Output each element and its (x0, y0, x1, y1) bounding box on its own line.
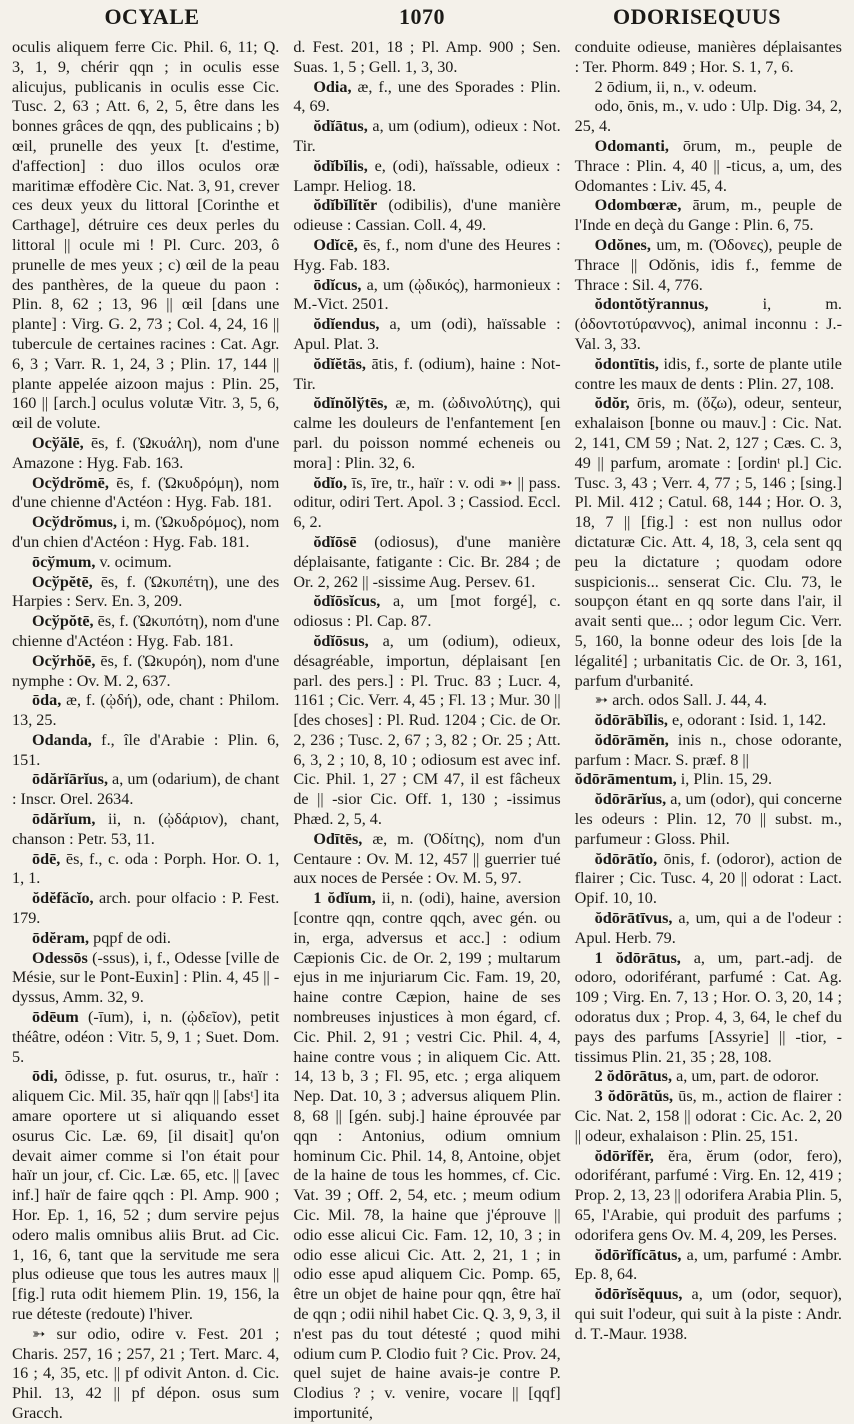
entry-definition: ēs, f. (Ὠκυρόη), nom d'une nymphe : Ov. M. 2, 637. (12, 651, 280, 690)
entry-headword: ōdĕram, (32, 928, 90, 947)
entry-definition: ēs, f. (Ὠκυπέτη), une des Harpies : Serv. En. 3, 209. (12, 572, 280, 611)
entry-headword: ōdărĭārĭus, (32, 770, 108, 789)
dictionary-entry (12, 770, 279, 810)
dictionary-entry (575, 38, 842, 78)
dictionary-entry (575, 1246, 842, 1286)
entry-headword: ŏdontītis, (594, 354, 659, 373)
dictionary-entry (12, 553, 279, 573)
entry-definition: inis n., chose odorante, parfum : Macr. S. præf. 8 || (574, 730, 842, 769)
entry-headword: ŏdĭo, (313, 473, 348, 492)
entry-definition: ➳ arch. odos Sall. J. 44, 4. (594, 691, 767, 710)
entry-definition: a, um (odor, sequor), qui suit l'odeur, qui suit à la piste : Andr. d. T.-Maur. 1938. (574, 1285, 842, 1343)
entry-headword: ŏdĭĕtās, (313, 354, 366, 373)
dictionary-entry (575, 949, 842, 1068)
entry-definition: ēs, f. (Ὠκυδρόμη), nom d'une chienne d'Actéon : Hyg. Fab. 181. (12, 473, 280, 512)
entry-definition: i, m. (ὀδοντοτύραννος), animal inconnu : J.-Val. 3, 33. (574, 295, 842, 353)
dictionary-entry (293, 474, 560, 533)
entry-definition: ii, n. (ᾠδάριον), chant, chanson : Petr. 53, 11. (12, 810, 280, 848)
dictionary-entry (12, 850, 279, 890)
entry-definition: a, um (odi), haïssable : Apul. Plat. 3. (293, 315, 561, 353)
entry-definition: e, (odi), haïssable, odieux : Lampr. Heliog. 18. (293, 156, 561, 195)
entry-headword: Odĭcē, (313, 235, 358, 254)
entry-headword: Ocўrhŏē, (32, 651, 96, 670)
entry-definition: i, Plin. 15, 29. (676, 770, 773, 789)
dictionary-entry (575, 770, 842, 790)
entry-definition: a, um, part. de odoror. (672, 1067, 820, 1086)
page-number: 1070 (399, 4, 445, 29)
text-columns (12, 38, 842, 1422)
entry-definition: īs, īre, tr., haïr : v. odi ➳ || pass. oditur, odiri Tert. Apol. 3 ; Cassiod. Eccl. 6, 2. (293, 473, 561, 532)
dictionary-entry (12, 889, 279, 929)
entry-headword: ŏdōrābĭlis, (594, 711, 668, 730)
dictionary-entry (575, 97, 842, 137)
entry-headword: 1 ŏdōrātus, (594, 948, 681, 967)
dictionary-entry (293, 38, 560, 78)
dictionary-entry (12, 1325, 279, 1424)
entry-definition: d. Fest. 201, 18 ; Pl. Amp. 900 ; Sen. Suas. 1, 5 ; Gell. 1, 3, 30. (293, 38, 561, 76)
entry-headword: ŏdōrāmĕn, (594, 730, 669, 749)
entry-headword: ŏdĕfăcĭo, (32, 889, 94, 908)
entry-definition: ➳ sur odio, odire v. Fest. 201 ; Charis. 257, 16 ; 257, 21 ; Tert. Marc. 4, 16 ; 4, 35, etc. || pf odivit Anton. d. Cic. Phil. 13, 42 || pf dépon. osus sum Gracch. (12, 1324, 280, 1422)
entry-headword: Ocўpĕtē, (32, 572, 93, 591)
dictionary-entry (12, 652, 279, 692)
dictionary-entry (575, 295, 842, 354)
entry-definition: a, um, qui a de l'odeur : Apul. Herb. 79. (574, 909, 842, 947)
entry-headword: ōdărĭum, (32, 810, 96, 829)
dictionary-entry (293, 592, 560, 632)
entry-headword: Odītēs, (313, 829, 363, 848)
dictionary-entry (575, 236, 842, 295)
entry-headword: ŏdĭōsē (313, 532, 357, 551)
dictionary-entry (293, 394, 560, 473)
entry-headword: Odanda, (32, 730, 92, 749)
entry-headword: ōdi, (32, 1067, 58, 1086)
dictionary-entry (575, 711, 842, 731)
entry-definition: (-īum), i, n. (ᾠδεῖον), petit théâtre, odéon : Vitr. 5, 9, 1 ; Suet. Dom. 5. (12, 1008, 280, 1066)
entry-definition: a, um (ᾠδικός), harmonieux : M.-Vict. 2501. (293, 275, 561, 314)
entry-definition: a, um (odium), odieux : Not. Tir. (293, 117, 561, 155)
entry-headword: ŏdōrĭfĭcātus, (594, 1245, 682, 1264)
entry-definition: a, um, parfumé : Ambr. Ep. 8, 64. (574, 1245, 842, 1284)
entry-headword: ōdēum (32, 1008, 79, 1027)
entry-headword: ŏdĭbĭlĭtĕr (313, 196, 378, 215)
entry-headword: ŏdĭbĭlis, (313, 156, 368, 175)
entry-definition: ii, n. (odi), haine, aversion [contre qqn, contre qqch, avec gén. ou in, erga, adversus et acc.] : odium Cæpionis Cic. de Or. 2, 199 ; multarum ejus in me injuriarum Cic. Fam. 19, 20, haine contre Cæpion, haine de ses nombreuses injustices à mon égard, cf. Cic. Phil. 2, 91 ; vestri Cic. Phil. 4, 4, haine contre vous ; in aliquem Cic. Att. 14, 13 b, 3 ; Fl. 95, etc. ; erga aliquem Nep. Dat. 10, 3 ; adversus aliquem Plin. 8, 68 || [gén. subj.] haine éprouvée par qqn : Antonius, odium omnium hominum Cic. Phil. 14, 8, Antoine, objet de la haine de tous les hommes, cf. Cic. Vat. 39 ; Off. 2, 54, etc. ; meum odium Cic. Mil. 78, la haine que j'éprouve || odio esse alicui Cic. Fam. 12, 10, 3 ; in odio esse alicui Cic. Att. 2, 21, 1 ; in odio esse apud aliquem Cic. Pomp. 65, être un objet de haine pour qqn, être haï de qqn ; odii nihil habet Cic. Q. 3, 9, 3, il n'est pas du tout détesté ; quod mihi odium cum P. Clodio fuit ? Cic. Prov. 24, quel sujet de haine avais-je contre P. Clodius ? ; v. venire, vocare || [qqf] importunité, (293, 889, 561, 1422)
entry-definition: æ, f., une des Sporades : Plin. 4, 69. (293, 77, 561, 116)
entry-headword: ŏdĭnŏlўtēs, (313, 394, 388, 413)
entry-headword: ŏdōrĭfĕr, (594, 1146, 654, 1165)
entry-definition: æ, f. (ᾠδή), ode, chant : Philom. 13, 25. (12, 691, 280, 730)
dictionary-entry (12, 691, 279, 731)
dictionary-entry (575, 1147, 842, 1246)
entry-definition: i, m. (Ὠκυδρόμος), nom d'un chien d'Actéon : Hyg. Fab. 181. (12, 513, 280, 551)
entry-headword: ŏdĭendus, (313, 315, 380, 334)
entry-headword: ōda, (32, 691, 62, 710)
entry-definition: ōnis, f. (odoror), action de flairer ; Cic. Tusc. 4, 20 || odorat : Lact. Opif. 10, 10. (574, 849, 842, 908)
dictionary-entry (12, 513, 279, 553)
entry-headword: Ocўălē, (32, 433, 84, 452)
dictionary-entry (575, 196, 842, 236)
dictionary-entry (575, 790, 842, 849)
dictionary-entry (12, 434, 279, 474)
entry-definition: a, um, part.-adj. de odoro, odoriférant, parfumé : Cat. Ag. 109 ; Virg. En. 7, 13 ; Hor. O. 3, 20, 14 ; odoratus dux ; Prop. 4, 3, 64, le chef du pays des parfums [Assyrie] || -tior, -tissimus Plin. 21, 35 ; 28, 108. (574, 948, 842, 1066)
column-right (575, 38, 842, 1350)
dictionary-entry (12, 38, 279, 434)
dictionary-entry (293, 157, 560, 197)
entry-headword: Odŏnes, (594, 235, 651, 254)
entry-headword: ŏdĭōsus, (313, 631, 369, 650)
dictionary-entry (293, 196, 560, 236)
running-header (12, 4, 842, 38)
entry-headword: 3 ŏdōrātŭs, (594, 1087, 674, 1106)
entry-definition: conduite odieuse, manières déplaisantes : Ter. Phorm. 849 ; Hor. S. 1, 7, 6. (574, 38, 842, 76)
entry-headword: ŏdōrāmentum, (574, 770, 677, 789)
entry-headword: ŏdōrātīvus, (594, 909, 673, 928)
entry-definition: ātis, f. (odium), haine : Not-Tir. (293, 354, 561, 393)
entry-headword: ōcўmum, (32, 552, 96, 571)
entry-definition: æ, m. (Ὀδίτης), nom d'un Centaure : Ov. M. 12, 457 || guerrier tué aux noces de Persée : Ov. M. 5, 97. (293, 829, 561, 888)
dictionary-entry (293, 889, 560, 1424)
entry-headword: ŏdōrĭsĕquus, (594, 1285, 683, 1304)
header-first-entry: OCYALE (104, 4, 200, 29)
entry-definition: ĕra, ĕrum (odor, fero), odoriférant, parfumé : Virg. En. 12, 419 ; Prop. 2, 13, 23 || odorifera Arabia Plin. 5, 65, l'Arabie, qui produit des parfums ; odorifera gens Ov. M. 4, 209, les Perses. (574, 1146, 842, 1244)
entry-definition: ōris, m. (ὄζω), odeur, senteur, exhalaison [bonne ou mauv.] : Cic. Nat. 2, 141, CM 59 ; Nat. 2, 127 ; Cæs. C. 3, 49 || parfum, aromate : [ordinᵗ pl.] Cic. Tusc. 3, 43 ; Verr. 4, 77 ; 5, 146 ; [sing.] Pl. Mil. 412 ; Catul. 68, 144 ; Hor. O. 3, 18, 7 || [fig.] : est non nullus odor dictaturæ Cic. Att. 4, 18, 3, cela sent qq peu la dictature ; quodam odore suspicionis... senserat Cic. Clu. 73, le soupçon étant en qq sorte dans l'air, il avait senti que... ; odor legum Cic. Verr. 5, 160, la bonne odeur des lois [de la légalité] ; urbanitatis Cic. de Or. 3, 161, parfum d'urbanité. (574, 394, 842, 690)
dictionary-entry (12, 612, 279, 652)
dictionary-entry (575, 1087, 842, 1146)
dictionary-entry (293, 117, 560, 157)
dictionary-entry (293, 533, 560, 592)
header-last-entry: ODORISEQUUS (612, 4, 782, 29)
entry-headword: 2 ŏdōrātus, (594, 1067, 673, 1086)
entry-definition: v. ocimum. (95, 552, 172, 571)
entry-definition: a, um [mot forgé], c. odiosus : Pl. Cap. 87. (293, 592, 561, 631)
entry-headword: 1 ŏdĭum, (313, 889, 376, 908)
entry-headword: ŏdĭātus, (313, 117, 368, 136)
dictionary-entry (575, 731, 842, 771)
dictionary-entry (12, 474, 279, 514)
entry-headword: Odessōs (32, 948, 88, 967)
dictionary-entry (575, 1067, 842, 1087)
dictionary-entry (575, 78, 842, 98)
entry-definition: ēs, f. (Ὠκυπότη), nom d'une chienne d'Actéon : Hyg. Fab. 181. (12, 612, 280, 650)
dictionary-entry (293, 315, 560, 355)
column-left (12, 38, 280, 1422)
entry-definition: um, m. (Ὀδονες), peuple de Thrace || Odŏnis, idis f., femme de Thrace : Sil. 4, 776. (574, 235, 842, 294)
entry-definition: arch. pour olfacio : P. Fest. 179. (12, 889, 280, 928)
entry-definition: æ, m. (ὠδινολύτης), qui calme les douleurs de l'enfantement [en parl. du poisson nommé echeneis ou mora] : Plin. 32, 6. (293, 394, 561, 472)
entry-definition: ēs, f., nom d'une des Heures : Hyg. Fab. 183. (293, 235, 561, 274)
dictionary-entry (12, 810, 279, 850)
entry-headword: ōdĭcus, (313, 275, 362, 294)
entry-headword: Odombœræ, (594, 196, 682, 215)
dictionary-entry (293, 632, 560, 830)
entry-definition: ēs, f., c. oda : Porph. Hor. O. 1, 1, 1. (12, 849, 280, 888)
entry-definition: (odibilis), d'une manière odieuse : Cassian. Coll. 4, 49. (293, 196, 561, 235)
dictionary-entry (12, 949, 279, 1008)
entry-definition: (-ssus), i, f., Odesse [ville de Mésie, sur le Pont-Euxin] : Plin. 4, 45 || -dyssus, Amm. 32, 9. (12, 948, 280, 1007)
dictionary-entry (12, 731, 279, 771)
dictionary-entry (575, 355, 842, 395)
entry-definition: ēs, f. (Ὠκυάλη), nom d'une Amazone : Hyg. Fab. 163. (12, 433, 280, 472)
entry-headword: ŏdōrātĭo, (594, 849, 658, 868)
entry-headword: Odomanti, (594, 136, 669, 155)
dictionary-entry (12, 1067, 279, 1324)
entry-definition: ōrum, m., peuple de Thrace : Plin. 4, 40 || -ticus, a, um, des Odomantes : Liv. 45, 4. (574, 136, 842, 195)
entry-definition: odo, ōnis, m., v. udo : Ulp. Dig. 34, 2, 25, 4. (574, 97, 842, 136)
entry-definition: oculis aliquem ferre Cic. Phil. 6, 11; Q. 3, 1, 9, chérir qqn ; in oculis esse alicujus, publicanis in oculis esse Cic. Tusc. 2, 63 ; Att. 6, 2, 5, être dans les bonnes grâces de qqn, des publicains ; b) œil, prunelle des yeux [t. d'estime, d'affection] : duo illos oculos oræ maritimæ effodère Cic. Nat. 3, 91, crever ces deux yeux du littoral [Corinthe et Carthage], détruire ces deux perles du littoral || ocule mi ! Pl. Curc. 203, ô prunelle de mes yeux ; c) œil de la peau des panthères, de la queue du paon : Plin. 8, 62 ; 13, 96 || œil [dans une plante] : Virg. G. 2, 73 ; Col. 4, 24, 16 || tubercule de certaines racines : Cat. Agr. 6, 3 ; Varr. R. 1, 24, 3 ; Plin. 17, 144 || plante appelée aizoon majus : Plin. 25, 160 || [arch.] oculus volutæ Vitr. 3, 5, 6, œil de volute. (12, 38, 280, 433)
entry-definition: ārum, m., peuple de l'Inde en deçà du Gange : Plin. 6, 75. (574, 196, 842, 235)
entry-headword: ŏdōrārĭus, (594, 790, 667, 809)
dictionary-entry (293, 276, 560, 316)
entry-definition: (odiosus), d'une manière déplaisante, fatigante : Cic. Br. 284 ; de Or. 2, 262 || -sissime Aug. Persev. 61. (293, 532, 561, 591)
dictionary-entry (575, 137, 842, 196)
entry-definition: a, um (odarium), de chant : Inscr. Orel. 2634. (12, 770, 280, 809)
entry-definition: ūs, m., action de flairer : Cic. Nat. 2, 158 || odorat : Cic. Ac. 2, 20 || odeur, exhalaison : Plin. 25, 151. (574, 1087, 842, 1145)
entry-definition: 2 ōdium, ii, n., v. odeum. (594, 77, 757, 96)
dictionary-entry (575, 1285, 842, 1344)
entry-definition: f., île d'Arabie : Plin. 6, 151. (12, 730, 280, 769)
dictionary-entry (293, 236, 560, 276)
entry-headword: ŏdĭōsĭcus, (313, 592, 381, 611)
entry-headword: ŏdontŏtўrannus, (594, 295, 709, 314)
dictionary-entry (12, 1008, 279, 1067)
dictionary-entry (575, 909, 842, 949)
column-middle (293, 38, 561, 1422)
entry-headword: Ocўdrŏmus, (32, 513, 117, 532)
entry-headword: ōdē, (32, 849, 61, 868)
entry-definition: a, um (odor), qui concerne les odeurs : Plin. 12, 70 || subst. m., parfumeur : Gloss. Phil. (574, 790, 842, 848)
dictionary-entry (293, 355, 560, 395)
entry-headword: Ocўdrŏmē, (32, 473, 109, 492)
entry-headword: Ocўpŏtē, (32, 612, 94, 631)
entry-headword: ŏdŏr, (594, 394, 630, 413)
dictionary-entry (575, 850, 842, 909)
entry-definition: a, um (odium), odieux, désagréable, importun, déplaisant [en parl. des pers.] : Pl. Truc. 83 ; Lucr. 4, 1161 ; Cic. Verr. 4, 45 ; Fl. 13 ; Mur. 30 || [des choses] : Pl. Rud. 1204 ; Cic. de Or. 2, 236 ; Tusc. 2, 67 ; 3, 82 ; Or. 25 ; Att. 6, 3, 2 ; 10, 8, 10 ; odiosum est avec inf. Cic. Phil. 1, 27 ; CM 47, il est fâcheux de || -sior Cic. Off. 1, 130 ; -issimus Phæd. 2, 5, 4. (293, 631, 561, 829)
entry-definition: pqpf de odi. (89, 928, 171, 947)
dictionary-entry (293, 78, 560, 118)
dictionary-entry (12, 573, 279, 613)
entry-headword: Odia, (313, 77, 352, 96)
dictionary-entry (293, 830, 560, 889)
entry-definition: ōdisse, p. fut. osurus, tr., haïr : aliquem Cic. Mil. 35, haïr qqn || [absᵗ] ita amare oportere ut si aliquando esset osurus Cic. Læ. 69, [il disait] qu'on devait aimer comme si l'on était pour haïr un jour, cf. Cic. Læ. 65, etc. || [avec inf.] haïr de faire qqch : Pl. Amp. 900 ; Hor. Ep. 1, 16, 52 ; dum servire pejus odero malis omnibus aliis Brut. ad Cic. 1, 16, 6, tant que la servitude me sera plus odieuse que tous les autres maux || [fig.] ruta odit hiemem Plin. 19, 156, la rue déteste (redoute) l'hiver. (12, 1067, 280, 1323)
dictionary-entry (12, 929, 279, 949)
entry-definition: idis, f., sorte de plante utile contre les maux de dents : Plin. 27, 108. (574, 354, 842, 393)
dictionary-entry (575, 394, 842, 691)
entry-definition: e, odorant : Isid. 1, 142. (667, 711, 827, 730)
dictionary-entry (575, 691, 842, 711)
